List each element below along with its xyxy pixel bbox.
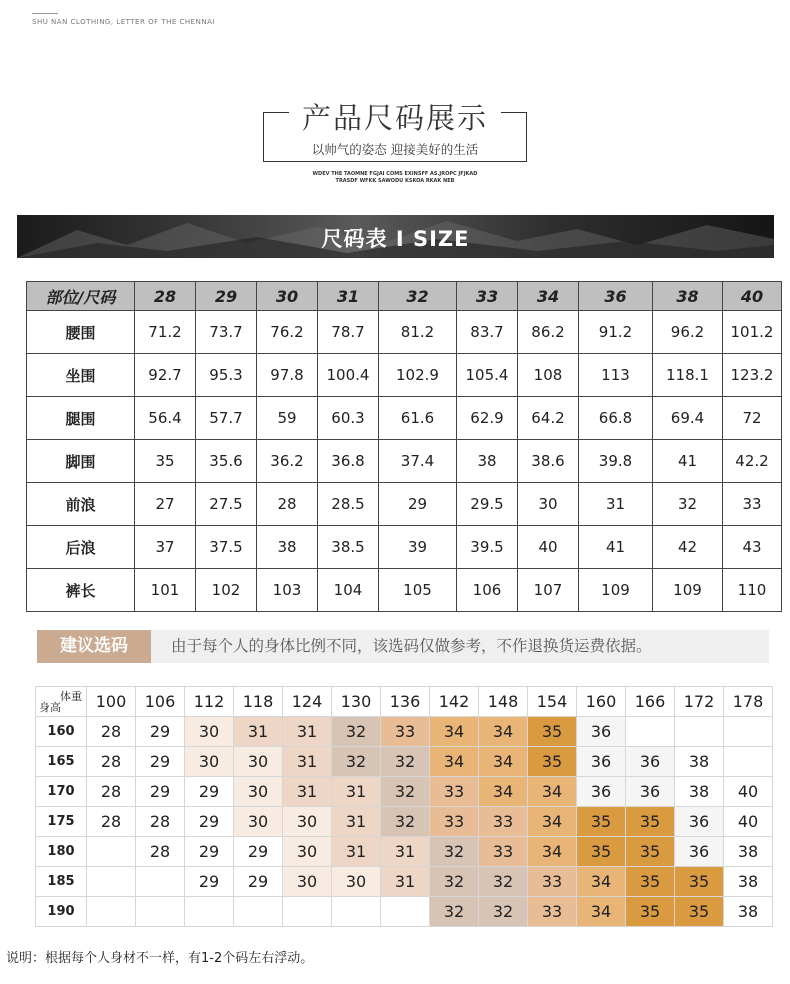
- rec-cell: 34: [528, 807, 577, 837]
- rec-cell: 36: [675, 807, 724, 837]
- size-cell: 29.5: [457, 483, 518, 526]
- size-cell: 32: [653, 483, 723, 526]
- rec-row: [36, 837, 773, 867]
- rec-cell: 34: [430, 717, 479, 747]
- rec-cell: 28: [87, 717, 136, 747]
- size-cell: 62.9: [457, 397, 518, 440]
- size-header-cell: 36: [579, 282, 653, 311]
- rec-cell: 28: [87, 747, 136, 777]
- size-cell: 39.5: [457, 526, 518, 569]
- rec-cell: [136, 867, 185, 897]
- rec-cell: [136, 897, 185, 927]
- size-cell: 101: [135, 569, 196, 612]
- rec-cell: 35: [675, 897, 724, 927]
- height-cell: 170: [36, 777, 87, 807]
- rec-cell: 34: [479, 717, 528, 747]
- size-cell: 35.6: [196, 440, 257, 483]
- weight-header-cell: 178: [724, 687, 773, 717]
- rec-cell: 35: [577, 807, 626, 837]
- size-cell: 42: [653, 526, 723, 569]
- advice-tag: 建议选码: [37, 630, 151, 663]
- size-header-cell: 38: [653, 282, 723, 311]
- rec-cell: 36: [577, 717, 626, 747]
- rec-cell: 28: [136, 837, 185, 867]
- size-cell: 27: [135, 483, 196, 526]
- size-cell: 37: [135, 526, 196, 569]
- size-row: [27, 483, 782, 526]
- rec-cell: 34: [577, 867, 626, 897]
- weight-header-cell: 106: [136, 687, 185, 717]
- weight-header-cell: 130: [332, 687, 381, 717]
- rec-cell: 31: [283, 717, 332, 747]
- size-cell: 36.2: [257, 440, 318, 483]
- rec-cell: 31: [332, 777, 381, 807]
- size-cell: 81.2: [379, 311, 457, 354]
- rec-cell: 34: [528, 837, 577, 867]
- rec-cell: 30: [332, 867, 381, 897]
- size-cell: 66.8: [579, 397, 653, 440]
- weight-header-cell: 136: [381, 687, 430, 717]
- rec-cell: [724, 747, 773, 777]
- size-cell: 103: [257, 569, 318, 612]
- size-header-cell: 31: [318, 282, 379, 311]
- weight-header-cell: 100: [87, 687, 136, 717]
- page-subtitle: 以帅气的姿态 迎接美好的生活: [311, 142, 479, 157]
- rec-cell: 34: [479, 777, 528, 807]
- rec-cell: 32: [381, 747, 430, 777]
- size-row-label: 裤长: [27, 569, 135, 612]
- size-cell: 105.4: [457, 354, 518, 397]
- weight-header-cell: 154: [528, 687, 577, 717]
- rec-cell: 33: [430, 777, 479, 807]
- size-cell: 38: [457, 440, 518, 483]
- size-row-label: 腿围: [27, 397, 135, 440]
- rec-cell: 34: [430, 747, 479, 777]
- rec-cell: 35: [528, 717, 577, 747]
- size-cell: 86.2: [518, 311, 579, 354]
- rec-row: [36, 777, 773, 807]
- rec-cell: 32: [430, 897, 479, 927]
- rec-cell: 36: [675, 837, 724, 867]
- footnote: 说明：根据每个人身材不一样，有1-2个码左右浮动。: [6, 951, 314, 966]
- size-cell: 101.2: [723, 311, 782, 354]
- size-cell: 59: [257, 397, 318, 440]
- size-cell: 102.9: [379, 354, 457, 397]
- size-cell: 41: [653, 440, 723, 483]
- size-cell: 35: [135, 440, 196, 483]
- height-cell: 160: [36, 717, 87, 747]
- rec-cell: [87, 837, 136, 867]
- rec-cell: [332, 897, 381, 927]
- rec-row: [36, 867, 773, 897]
- rec-cell: 38: [724, 897, 773, 927]
- rec-cell: 40: [724, 777, 773, 807]
- weight-header-cell: 166: [626, 687, 675, 717]
- weight-header-cell: 118: [234, 687, 283, 717]
- rec-row: [36, 897, 773, 927]
- rec-cell: [381, 897, 430, 927]
- size-cell: 61.6: [379, 397, 457, 440]
- height-axis-label: 身高: [39, 701, 61, 714]
- recommendation-table: [35, 686, 773, 927]
- rec-cell: 30: [234, 747, 283, 777]
- weight-header-cell: 172: [675, 687, 724, 717]
- rec-cell: 34: [479, 747, 528, 777]
- rec-cell: 33: [479, 807, 528, 837]
- size-row-label: 前浪: [27, 483, 135, 526]
- size-cell: 38.5: [318, 526, 379, 569]
- size-cell: 102: [196, 569, 257, 612]
- rec-cell: 36: [577, 777, 626, 807]
- rec-cell: [283, 897, 332, 927]
- size-header-cell: 28: [135, 282, 196, 311]
- size-table: [26, 281, 782, 612]
- size-row: [27, 354, 782, 397]
- size-cell: 27.5: [196, 483, 257, 526]
- size-cell: 30: [518, 483, 579, 526]
- rec-cell: 32: [332, 747, 381, 777]
- rec-cell: 32: [381, 777, 430, 807]
- size-row: [27, 526, 782, 569]
- size-cell: 83.7: [457, 311, 518, 354]
- size-cell: 56.4: [135, 397, 196, 440]
- rec-cell: [87, 897, 136, 927]
- rec-cell: 38: [724, 867, 773, 897]
- size-cell: 105: [379, 569, 457, 612]
- rec-cell: 32: [430, 867, 479, 897]
- size-row-label: 后浪: [27, 526, 135, 569]
- size-cell: 95.3: [196, 354, 257, 397]
- size-cell: 41: [579, 526, 653, 569]
- rec-cell: 29: [185, 807, 234, 837]
- rec-cell: 32: [381, 807, 430, 837]
- size-cell: 76.2: [257, 311, 318, 354]
- rec-cell: 28: [87, 807, 136, 837]
- size-header-cell: 32: [379, 282, 457, 311]
- size-cell: 107: [518, 569, 579, 612]
- size-cell: 37.5: [196, 526, 257, 569]
- size-cell: 33: [723, 483, 782, 526]
- size-cell: 28.5: [318, 483, 379, 526]
- rec-cell: 36: [626, 747, 675, 777]
- rec-cell: 32: [479, 897, 528, 927]
- rec-cell: 31: [283, 777, 332, 807]
- rec-cell: 40: [724, 807, 773, 837]
- rec-cell: 33: [528, 867, 577, 897]
- size-cell: 39: [379, 526, 457, 569]
- height-cell: 190: [36, 897, 87, 927]
- size-row: [27, 440, 782, 483]
- rec-cell: 35: [528, 747, 577, 777]
- rec-cell: 31: [381, 867, 430, 897]
- rec-cell: 35: [577, 837, 626, 867]
- weight-header-cell: 112: [185, 687, 234, 717]
- rec-cell: 38: [724, 837, 773, 867]
- size-cell: 36.8: [318, 440, 379, 483]
- rec-cell: 35: [626, 897, 675, 927]
- size-header-cell: 33: [457, 282, 518, 311]
- hero-title-box: [263, 96, 527, 168]
- rec-cell: [234, 897, 283, 927]
- rec-cell: 32: [430, 837, 479, 867]
- rec-cell: 29: [234, 837, 283, 867]
- advice-bar: [37, 630, 769, 663]
- size-row-label: 脚围: [27, 440, 135, 483]
- size-cell: 71.2: [135, 311, 196, 354]
- size-cell: 42.2: [723, 440, 782, 483]
- size-cell: 72: [723, 397, 782, 440]
- size-header-cell: 40: [723, 282, 782, 311]
- size-cell: 109: [653, 569, 723, 612]
- size-row: [27, 569, 782, 612]
- rec-cell: 29: [136, 777, 185, 807]
- size-cell: 118.1: [653, 354, 723, 397]
- size-cell: 78.7: [318, 311, 379, 354]
- rec-cell: [626, 717, 675, 747]
- rec-cell: 29: [136, 747, 185, 777]
- size-cell: 38.6: [518, 440, 579, 483]
- size-cell: 123.2: [723, 354, 782, 397]
- size-cell: 57.7: [196, 397, 257, 440]
- rec-cell: 38: [675, 747, 724, 777]
- rec-cell: 32: [332, 717, 381, 747]
- rec-cell: 35: [675, 867, 724, 897]
- size-header-label: 部位/尺码: [27, 282, 135, 311]
- rec-cell: 31: [234, 717, 283, 747]
- size-cell: 39.8: [579, 440, 653, 483]
- rec-cell: 29: [185, 837, 234, 867]
- size-cell: 73.7: [196, 311, 257, 354]
- rec-corner: [36, 687, 87, 717]
- page-title: 产品尺码展示: [301, 101, 488, 135]
- brand-line: [32, 13, 58, 14]
- size-cell: 64.2: [518, 397, 579, 440]
- rec-header-row: [36, 687, 773, 717]
- size-cell: 100.4: [318, 354, 379, 397]
- rec-cell: 30: [185, 717, 234, 747]
- rec-cell: 31: [381, 837, 430, 867]
- size-cell: 40: [518, 526, 579, 569]
- weight-header-cell: 142: [430, 687, 479, 717]
- rec-cell: 34: [528, 777, 577, 807]
- size-cell: 106: [457, 569, 518, 612]
- height-cell: 185: [36, 867, 87, 897]
- rec-cell: 30: [234, 777, 283, 807]
- rec-cell: 33: [430, 807, 479, 837]
- rec-cell: [87, 867, 136, 897]
- rec-cell: 35: [626, 807, 675, 837]
- advice-text: 由于每个人的身体比例不同，该选码仅做参考，不作退换货运费依据。: [171, 637, 652, 655]
- rec-cell: 30: [283, 867, 332, 897]
- rec-cell: 38: [675, 777, 724, 807]
- size-header-cell: 29: [196, 282, 257, 311]
- size-cell: 29: [379, 483, 457, 526]
- rec-cell: 30: [283, 807, 332, 837]
- rec-row: [36, 747, 773, 777]
- rec-cell: 30: [283, 837, 332, 867]
- rec-cell: 29: [185, 777, 234, 807]
- rec-cell: 29: [185, 867, 234, 897]
- rec-cell: 30: [234, 807, 283, 837]
- size-cell: 38: [257, 526, 318, 569]
- brand-text: SHU NAN CLOTHING, LETTER OF THE CHENNAI: [32, 18, 215, 26]
- rec-cell: 28: [136, 807, 185, 837]
- rec-cell: [724, 717, 773, 747]
- weight-axis-label: 体重: [60, 690, 82, 703]
- size-cell: 91.2: [579, 311, 653, 354]
- size-cell: 113: [579, 354, 653, 397]
- weight-header-cell: 148: [479, 687, 528, 717]
- size-cell: 104: [318, 569, 379, 612]
- size-cell: 110: [723, 569, 782, 612]
- rec-cell: 34: [577, 897, 626, 927]
- rec-cell: 31: [332, 837, 381, 867]
- size-row: [27, 311, 782, 354]
- height-cell: 165: [36, 747, 87, 777]
- rec-cell: 32: [479, 867, 528, 897]
- size-banner: [17, 215, 774, 258]
- size-cell: 69.4: [653, 397, 723, 440]
- rec-cell: 36: [577, 747, 626, 777]
- rec-cell: 30: [185, 747, 234, 777]
- rec-cell: 31: [283, 747, 332, 777]
- size-cell: 60.3: [318, 397, 379, 440]
- rec-cell: [675, 717, 724, 747]
- size-cell: 31: [579, 483, 653, 526]
- tagline-line-1: WDEV THE TAOMNE FGJAI COMS EXINSFF AS.JROPC JFJKAD: [312, 171, 478, 177]
- size-row-label: 腰围: [27, 311, 135, 354]
- height-cell: 180: [36, 837, 87, 867]
- size-cell: 43: [723, 526, 782, 569]
- rec-cell: 31: [332, 807, 381, 837]
- rec-cell: 29: [136, 717, 185, 747]
- size-cell: 108: [518, 354, 579, 397]
- size-cell: 92.7: [135, 354, 196, 397]
- weight-header-cell: 124: [283, 687, 332, 717]
- size-cell: 109: [579, 569, 653, 612]
- rec-cell: 35: [626, 837, 675, 867]
- size-header-cell: 34: [518, 282, 579, 311]
- height-cell: 175: [36, 807, 87, 837]
- rec-row: [36, 717, 773, 747]
- rec-cell: 36: [626, 777, 675, 807]
- size-row-label: 坐围: [27, 354, 135, 397]
- size-cell: 97.8: [257, 354, 318, 397]
- size-cell: 28: [257, 483, 318, 526]
- size-cell: 96.2: [653, 311, 723, 354]
- rec-cell: 35: [626, 867, 675, 897]
- weight-header-cell: 160: [577, 687, 626, 717]
- tagline-line-2: TRASDF WFKK SAWODU KSKOA RKAK NEB: [335, 178, 455, 184]
- rec-cell: 33: [528, 897, 577, 927]
- size-header-cell: 30: [257, 282, 318, 311]
- rec-cell: [185, 897, 234, 927]
- size-row: [27, 397, 782, 440]
- size-banner-title: 尺码表 I SIZE: [321, 227, 470, 251]
- rec-row: [36, 807, 773, 837]
- rec-cell: 33: [381, 717, 430, 747]
- size-cell: 37.4: [379, 440, 457, 483]
- rec-cell: 29: [234, 867, 283, 897]
- rec-cell: 33: [479, 837, 528, 867]
- rec-cell: 28: [87, 777, 136, 807]
